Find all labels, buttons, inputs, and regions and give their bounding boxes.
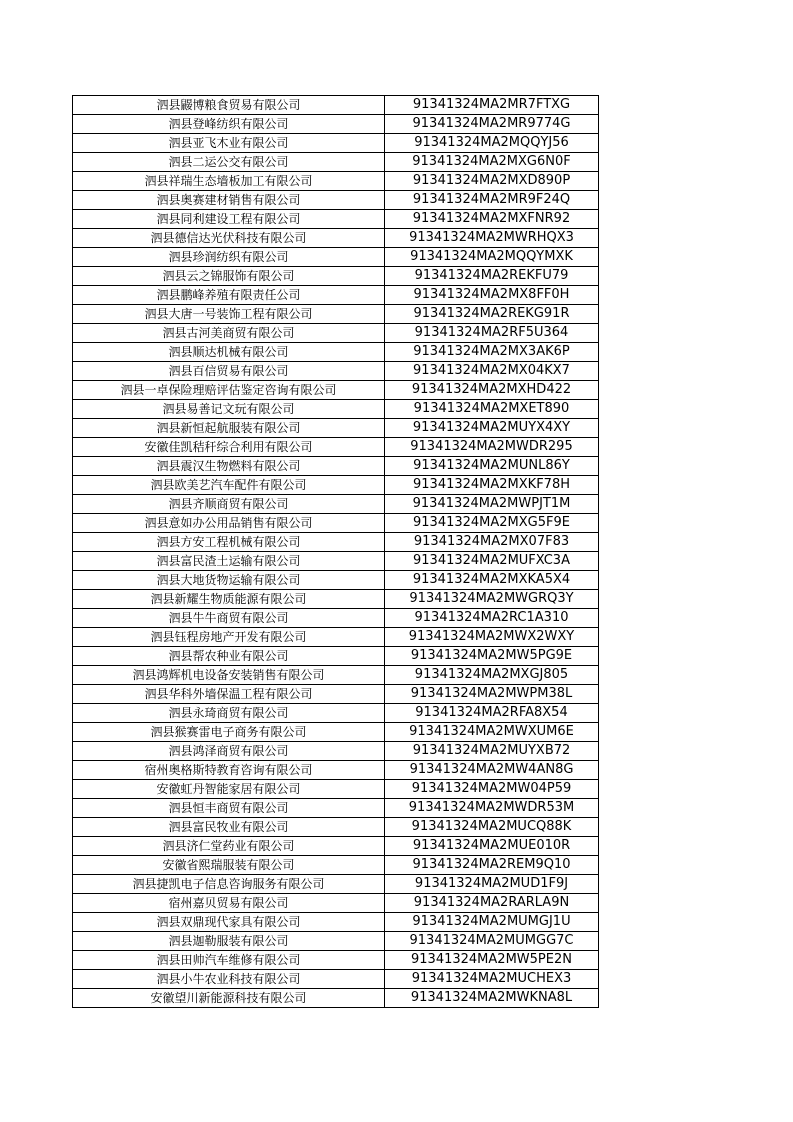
credit-code-cell: 91341324MA2MXHD422	[385, 381, 599, 400]
company-name-cell: 泗县震汉生物燃料有限公司	[73, 457, 385, 476]
table-row	[73, 115, 599, 134]
credit-code-cell: 91341324MA2MX07F83	[385, 533, 599, 552]
company-name-cell: 泗县田帅汽车维修有限公司	[73, 951, 385, 970]
credit-code-cell: 91341324MA2MR9774G	[385, 115, 599, 134]
credit-code-cell: 91341324MA2RC1A310	[385, 609, 599, 628]
company-name-cell: 泗县鹏峰养殖有限责任公司	[73, 286, 385, 305]
credit-code-cell: 91341324MA2MXKA5X4	[385, 571, 599, 590]
credit-code-cell: 91341324MA2MXG6N0F	[385, 153, 599, 172]
company-name-cell: 泗县百信贸易有限公司	[73, 362, 385, 381]
table-row	[73, 533, 599, 552]
credit-code-cell: 91341324MA2MWX2WXY	[385, 628, 599, 647]
table-row	[73, 590, 599, 609]
company-name-cell: 泗县华科外墙保温工程有限公司	[73, 685, 385, 704]
company-name-cell: 宿州奥格斯特教育咨询有限公司	[73, 761, 385, 780]
table-row	[73, 153, 599, 172]
table-row	[73, 552, 599, 571]
company-name-cell: 泗县牛牛商贸有限公司	[73, 609, 385, 628]
company-name-cell: 泗县小牛农业科技有限公司	[73, 970, 385, 989]
table-row	[73, 381, 599, 400]
table-row	[73, 305, 599, 324]
company-name-cell: 泗县登峰纺织有限公司	[73, 115, 385, 134]
company-table	[72, 95, 599, 1008]
table-row	[73, 229, 599, 248]
credit-code-cell: 91341324MA2MUMGG7C	[385, 932, 599, 951]
company-name-cell: 泗县顺达机械有限公司	[73, 343, 385, 362]
credit-code-cell: 91341324MA2MXFNR92	[385, 210, 599, 229]
table-row	[73, 951, 599, 970]
table-row	[73, 628, 599, 647]
table-row	[73, 932, 599, 951]
table-row	[73, 875, 599, 894]
company-name-cell: 泗县永琦商贸有限公司	[73, 704, 385, 723]
table-row	[73, 210, 599, 229]
table-row	[73, 704, 599, 723]
table-row	[73, 647, 599, 666]
credit-code-cell: 91341324MA2MX8FF0H	[385, 286, 599, 305]
table-row	[73, 476, 599, 495]
credit-code-cell: 91341324MA2MUMGJ1U	[385, 913, 599, 932]
table-row	[73, 362, 599, 381]
company-name-cell: 泗县新恒起航服装有限公司	[73, 419, 385, 438]
credit-code-cell: 91341324MA2MUNL86Y	[385, 457, 599, 476]
credit-code-cell: 91341324MA2MUYXB72	[385, 742, 599, 761]
credit-code-cell: 91341324MA2MX04KX7	[385, 362, 599, 381]
table-row	[73, 191, 599, 210]
table-row	[73, 134, 599, 153]
credit-code-cell: 91341324MA2MW5PG9E	[385, 647, 599, 666]
credit-code-cell: 91341324MA2MUE010R	[385, 837, 599, 856]
company-name-cell: 泗县易善记文玩有限公司	[73, 400, 385, 419]
company-name-cell: 安徽望川新能源科技有限公司	[73, 989, 385, 1008]
table-row	[73, 96, 599, 115]
company-name-cell: 泗县二运公交有限公司	[73, 153, 385, 172]
credit-code-cell: 91341324MA2RFA8X54	[385, 704, 599, 723]
table-row	[73, 780, 599, 799]
table-row	[73, 343, 599, 362]
table-row	[73, 438, 599, 457]
company-name-cell: 泗县祥瑞生态墙板加工有限公司	[73, 172, 385, 191]
company-name-cell: 泗县珍润纺织有限公司	[73, 248, 385, 267]
table-row	[73, 324, 599, 343]
company-name-cell: 安徽佳凯秸秆综合利用有限公司	[73, 438, 385, 457]
table-row	[73, 989, 599, 1008]
table-row	[73, 799, 599, 818]
company-name-cell: 泗县恒丰商贸有限公司	[73, 799, 385, 818]
table-row	[73, 666, 599, 685]
credit-code-cell: 91341324MA2MWPM38L	[385, 685, 599, 704]
company-name-cell: 泗县一卓保险理赔评估鉴定咨询有限公司	[73, 381, 385, 400]
table-row	[73, 400, 599, 419]
company-name-cell: 泗县大唐一号装饰工程有限公司	[73, 305, 385, 324]
credit-code-cell: 91341324MA2MUYX4XY	[385, 419, 599, 438]
company-name-cell: 宿州嘉贝贸易有限公司	[73, 894, 385, 913]
table-row	[73, 837, 599, 856]
table-row	[73, 856, 599, 875]
company-name-cell: 泗县欧美艺汽车配件有限公司	[73, 476, 385, 495]
credit-code-cell: 91341324MA2MWKNA8L	[385, 989, 599, 1008]
company-name-cell: 泗县富民牧业有限公司	[73, 818, 385, 837]
company-name-cell: 安徽虹丹智能家居有限公司	[73, 780, 385, 799]
credit-code-cell: 91341324MA2MW04P59	[385, 780, 599, 799]
table-row	[73, 723, 599, 742]
credit-code-cell: 91341324MA2MWXUM6E	[385, 723, 599, 742]
company-name-cell: 泗县济仁堂药业有限公司	[73, 837, 385, 856]
credit-code-cell: 91341324MA2REM9Q10	[385, 856, 599, 875]
company-name-cell: 泗县猴赛雷电子商务有限公司	[73, 723, 385, 742]
credit-code-cell: 91341324MA2REKG91R	[385, 305, 599, 324]
table-body	[73, 96, 599, 1008]
table-row	[73, 571, 599, 590]
company-name-cell: 泗县同利建设工程有限公司	[73, 210, 385, 229]
company-name-cell: 泗县迦勒服装有限公司	[73, 932, 385, 951]
company-name-cell: 泗县大地货物运输有限公司	[73, 571, 385, 590]
credit-code-cell: 91341324MA2MXD890P	[385, 172, 599, 191]
company-name-cell: 泗县鸿辉机电设备安装销售有限公司	[73, 666, 385, 685]
table-row	[73, 609, 599, 628]
table-row	[73, 970, 599, 989]
credit-code-cell: 91341324MA2MR7FTXG	[385, 96, 599, 115]
credit-code-cell: 91341324MA2MXG5F9E	[385, 514, 599, 533]
credit-code-cell: 91341324MA2MUCQ88K	[385, 818, 599, 837]
company-name-cell: 泗县鼹博粮食贸易有限公司	[73, 96, 385, 115]
table-row	[73, 267, 599, 286]
credit-code-cell: 91341324MA2MX3AK6P	[385, 343, 599, 362]
table-row	[73, 818, 599, 837]
credit-code-cell: 91341324MA2MWRHQX3	[385, 229, 599, 248]
company-name-cell: 泗县云之锦服饰有限公司	[73, 267, 385, 286]
credit-code-cell: 91341324MA2MR9F24Q	[385, 191, 599, 210]
credit-code-cell: 91341324MA2MQQYJ56	[385, 134, 599, 153]
credit-code-cell: 91341324MA2MWGRQ3Y	[385, 590, 599, 609]
table-row	[73, 286, 599, 305]
table-row	[73, 172, 599, 191]
company-name-cell: 泗县德信达光伏科技有限公司	[73, 229, 385, 248]
company-name-cell: 泗县亚飞木业有限公司	[73, 134, 385, 153]
table-row	[73, 761, 599, 780]
company-name-cell: 泗县方安工程机械有限公司	[73, 533, 385, 552]
credit-code-cell: 91341324MA2MWDR53M	[385, 799, 599, 818]
table-row	[73, 685, 599, 704]
credit-code-cell: 91341324MA2MXGJ805	[385, 666, 599, 685]
table-row	[73, 248, 599, 267]
table-row	[73, 913, 599, 932]
table-row	[73, 742, 599, 761]
credit-code-cell: 91341324MA2MUFXC3A	[385, 552, 599, 571]
company-name-cell: 泗县双鼎现代家具有限公司	[73, 913, 385, 932]
credit-code-cell: 91341324MA2RF5U364	[385, 324, 599, 343]
company-name-cell: 泗县富民渣土运输有限公司	[73, 552, 385, 571]
table-row	[73, 894, 599, 913]
company-name-cell: 泗县帮农种业有限公司	[73, 647, 385, 666]
company-name-cell: 泗县齐顺商贸有限公司	[73, 495, 385, 514]
credit-code-cell: 91341324MA2MW4AN8G	[385, 761, 599, 780]
credit-code-cell: 91341324MA2MUD1F9J	[385, 875, 599, 894]
credit-code-cell: 91341324MA2MXKF78H	[385, 476, 599, 495]
company-name-cell: 泗县奥赛建材销售有限公司	[73, 191, 385, 210]
company-name-cell: 泗县意如办公用品销售有限公司	[73, 514, 385, 533]
credit-code-cell: 91341324MA2MUCHEX3	[385, 970, 599, 989]
credit-code-cell: 91341324MA2MWDR295	[385, 438, 599, 457]
company-name-cell: 泗县新耀生物质能源有限公司	[73, 590, 385, 609]
credit-code-cell: 91341324MA2RARLA9N	[385, 894, 599, 913]
table-row	[73, 419, 599, 438]
credit-code-cell: 91341324MA2MXET890	[385, 400, 599, 419]
table-row	[73, 457, 599, 476]
company-name-cell: 泗县钰程房地产开发有限公司	[73, 628, 385, 647]
credit-code-cell: 91341324MA2MWPJT1M	[385, 495, 599, 514]
credit-code-cell: 91341324MA2REKFU79	[385, 267, 599, 286]
credit-code-cell: 91341324MA2MW5PE2N	[385, 951, 599, 970]
credit-code-cell: 91341324MA2MQQYMXK	[385, 248, 599, 267]
company-name-cell: 安徽省熙瑞服装有限公司	[73, 856, 385, 875]
table-row	[73, 495, 599, 514]
company-name-cell: 泗县古河美商贸有限公司	[73, 324, 385, 343]
company-name-cell: 泗县捷凯电子信息咨询服务有限公司	[73, 875, 385, 894]
table-row	[73, 514, 599, 533]
company-name-cell: 泗县鸿泽商贸有限公司	[73, 742, 385, 761]
